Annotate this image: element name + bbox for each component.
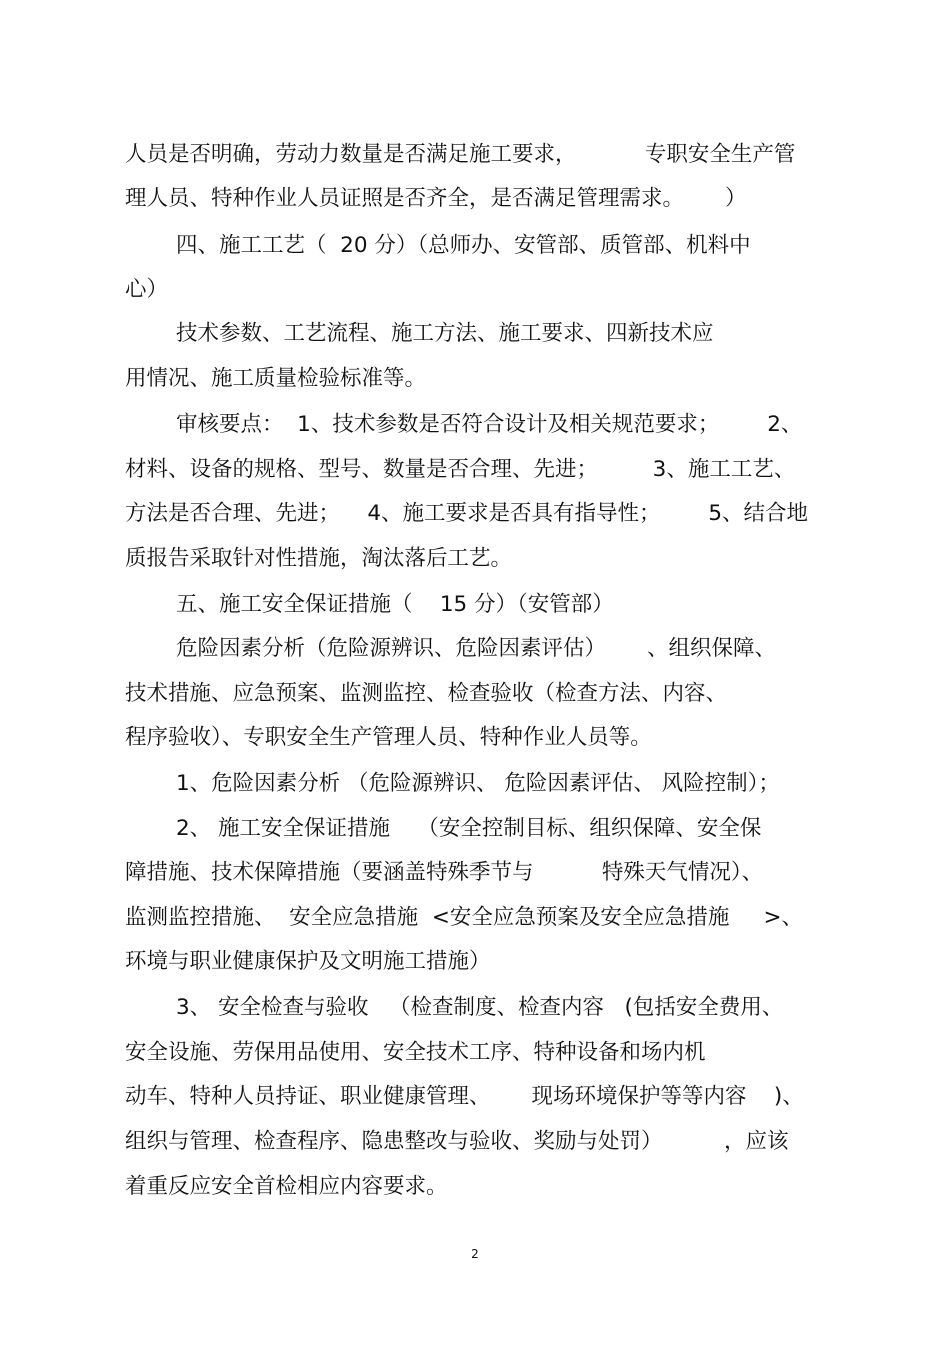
text-line: 动车、特种人员持证、职业健康管理、 现场环境保护等等内容 )、 [125, 1084, 804, 1109]
page-number: 2 [471, 1247, 479, 1261]
text-line: 监测监控措施、 安全应急措施 <安全应急预案及安全应急措施 >、 [125, 905, 804, 930]
text-line: 障措施、技术保障措施（要涵盖特殊季节与 特殊天气情况）、 [125, 860, 764, 885]
text-line: 1、危险因素分析 （危险源辨识、 危险因素评估、 风险控制）； [176, 771, 780, 796]
text-line: 程序验收）、专职安全生产管理人员、特种作业人员等。 [125, 725, 652, 750]
text-line: 环境与职业健康保护及文明施工措施） [125, 949, 491, 974]
text-line: 方法是否合理、先进； 4、施工要求是否具有指导性； 5、结合地 [125, 501, 809, 526]
text-line: 人员是否明确，劳动力数量是否满足施工要求， 专职安全生产管 [125, 142, 796, 167]
text-line: 组织与管理、检查程序、隐患整改与验收、奖励与处罚） ，应该 [125, 1129, 789, 1154]
text-line: 心） [125, 277, 169, 302]
section-heading: 四、施工工艺（ 20 分）（总师办、安管部、质管部、机料中 [176, 233, 751, 258]
text-line: 质报告采取针对性措施，淘汰落后工艺。 [125, 546, 513, 571]
section-heading: 五、施工安全保证措施（ 15 分）（安管部） [176, 592, 614, 617]
text-line: 技术参数、工艺流程、施工方法、施工要求、四新技术应 [176, 321, 714, 346]
text-line: 着重反应安全首检相应内容要求。 [125, 1174, 448, 1199]
text-line: 技术措施、应急预案、监测监控、检查验收（检查方法、内容、 [125, 681, 728, 706]
text-line: 安全设施、劳保用品使用、安全技术工序、特种设备和场内机 [125, 1040, 706, 1065]
text-line: 3、 安全检查与验收 （检查制度、检查内容 (包括安全费用、 [176, 995, 784, 1020]
text-line: 2、 施工安全保证措施 （安全控制目标、组织保障、安全保 [176, 816, 762, 841]
text-line: 用情况、施工质量检验标准等。 [125, 366, 427, 391]
text-line: 危险因素分析（危险源辨识、危险因素评估） 、组织保障、 [176, 636, 777, 661]
text-line: 审核要点： 1、技术参数是否符合设计及相关规范要求； 2、 [176, 412, 803, 437]
text-line: 材料、设备的规格、型号、数量是否合理、先进； 3、施工工艺、 [125, 457, 796, 482]
text-line: 理人员、特种作业人员证照是否齐全，是否满足管理需求。 ） [125, 186, 747, 211]
